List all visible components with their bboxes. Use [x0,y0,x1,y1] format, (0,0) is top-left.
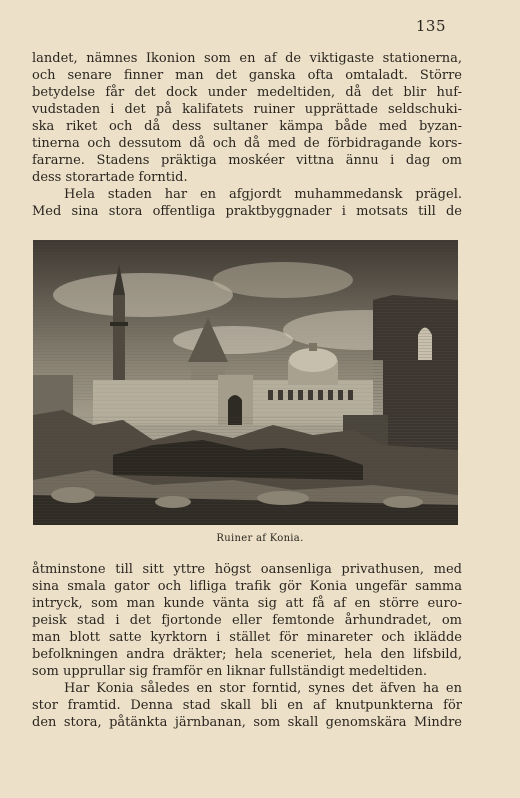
figure-caption: Ruiner af Konia. [216,533,304,544]
text-line: åtminstone till sitt yttre högst oansenliga privathusen, med [32,562,462,577]
text-line: man blott satte kyrktorn i stället för minareter och iklädde [32,630,462,645]
text-line: stor framtid. Denna stad skall bli en af knutpunkterna för [32,698,462,713]
text-line: dess storartade forntid. [32,170,188,185]
text-line: intryck, som man kunde vänta sig att få af en större euro- [32,596,462,611]
text-line: Med sina stora offentliga praktbyggnader i motsats till de [32,204,462,219]
text-line: befolkningen andra dräkter; hela sceneriet, hela den lifsbild, [32,647,462,662]
bottom-text-block [32,561,462,731]
top-text-block [32,50,462,220]
text-line: tinerna och dessutom då och då med de förbidragande kors- [32,136,462,151]
text-line: som upprullar sig framför en liknar fullständigt medeltiden. [32,664,427,679]
text-line: betydelse får det dock under medeltiden, då det blir huf- [32,85,462,100]
text-line: fararne. Stadens präktiga moskéer vittna ännu i dag om [32,153,462,168]
text-line: vudstaden i det på kalifatets ruiner upprättade seldschuki- [32,102,462,117]
text-line: sina smala gator och lifliga trafik gör Konia ungefär samma [32,579,462,594]
text-line: landet, nämnes Ikonion som en af de viktigaste stationerna, [32,51,462,66]
text-line: ska riket och då dess sultaner kämpa både med byzan- [32,119,462,134]
text-line: Har Konia således en stor forntid, synes det äfven ha en [64,681,462,696]
text-line: och senare finner man det ganska ofta omtaladt. Större [32,68,462,83]
text-line: Hela staden har en afgjordt muhammedansk prägel. [64,187,462,202]
page-number: 135 [415,17,446,35]
text-line: peisk stad i det fjortonde eller femtonde århundradet, om [32,613,462,628]
engraving-illustration [33,240,458,525]
text-line: den stora, påtänkta järnbanan, som skall genomskära Mindre [32,715,462,730]
